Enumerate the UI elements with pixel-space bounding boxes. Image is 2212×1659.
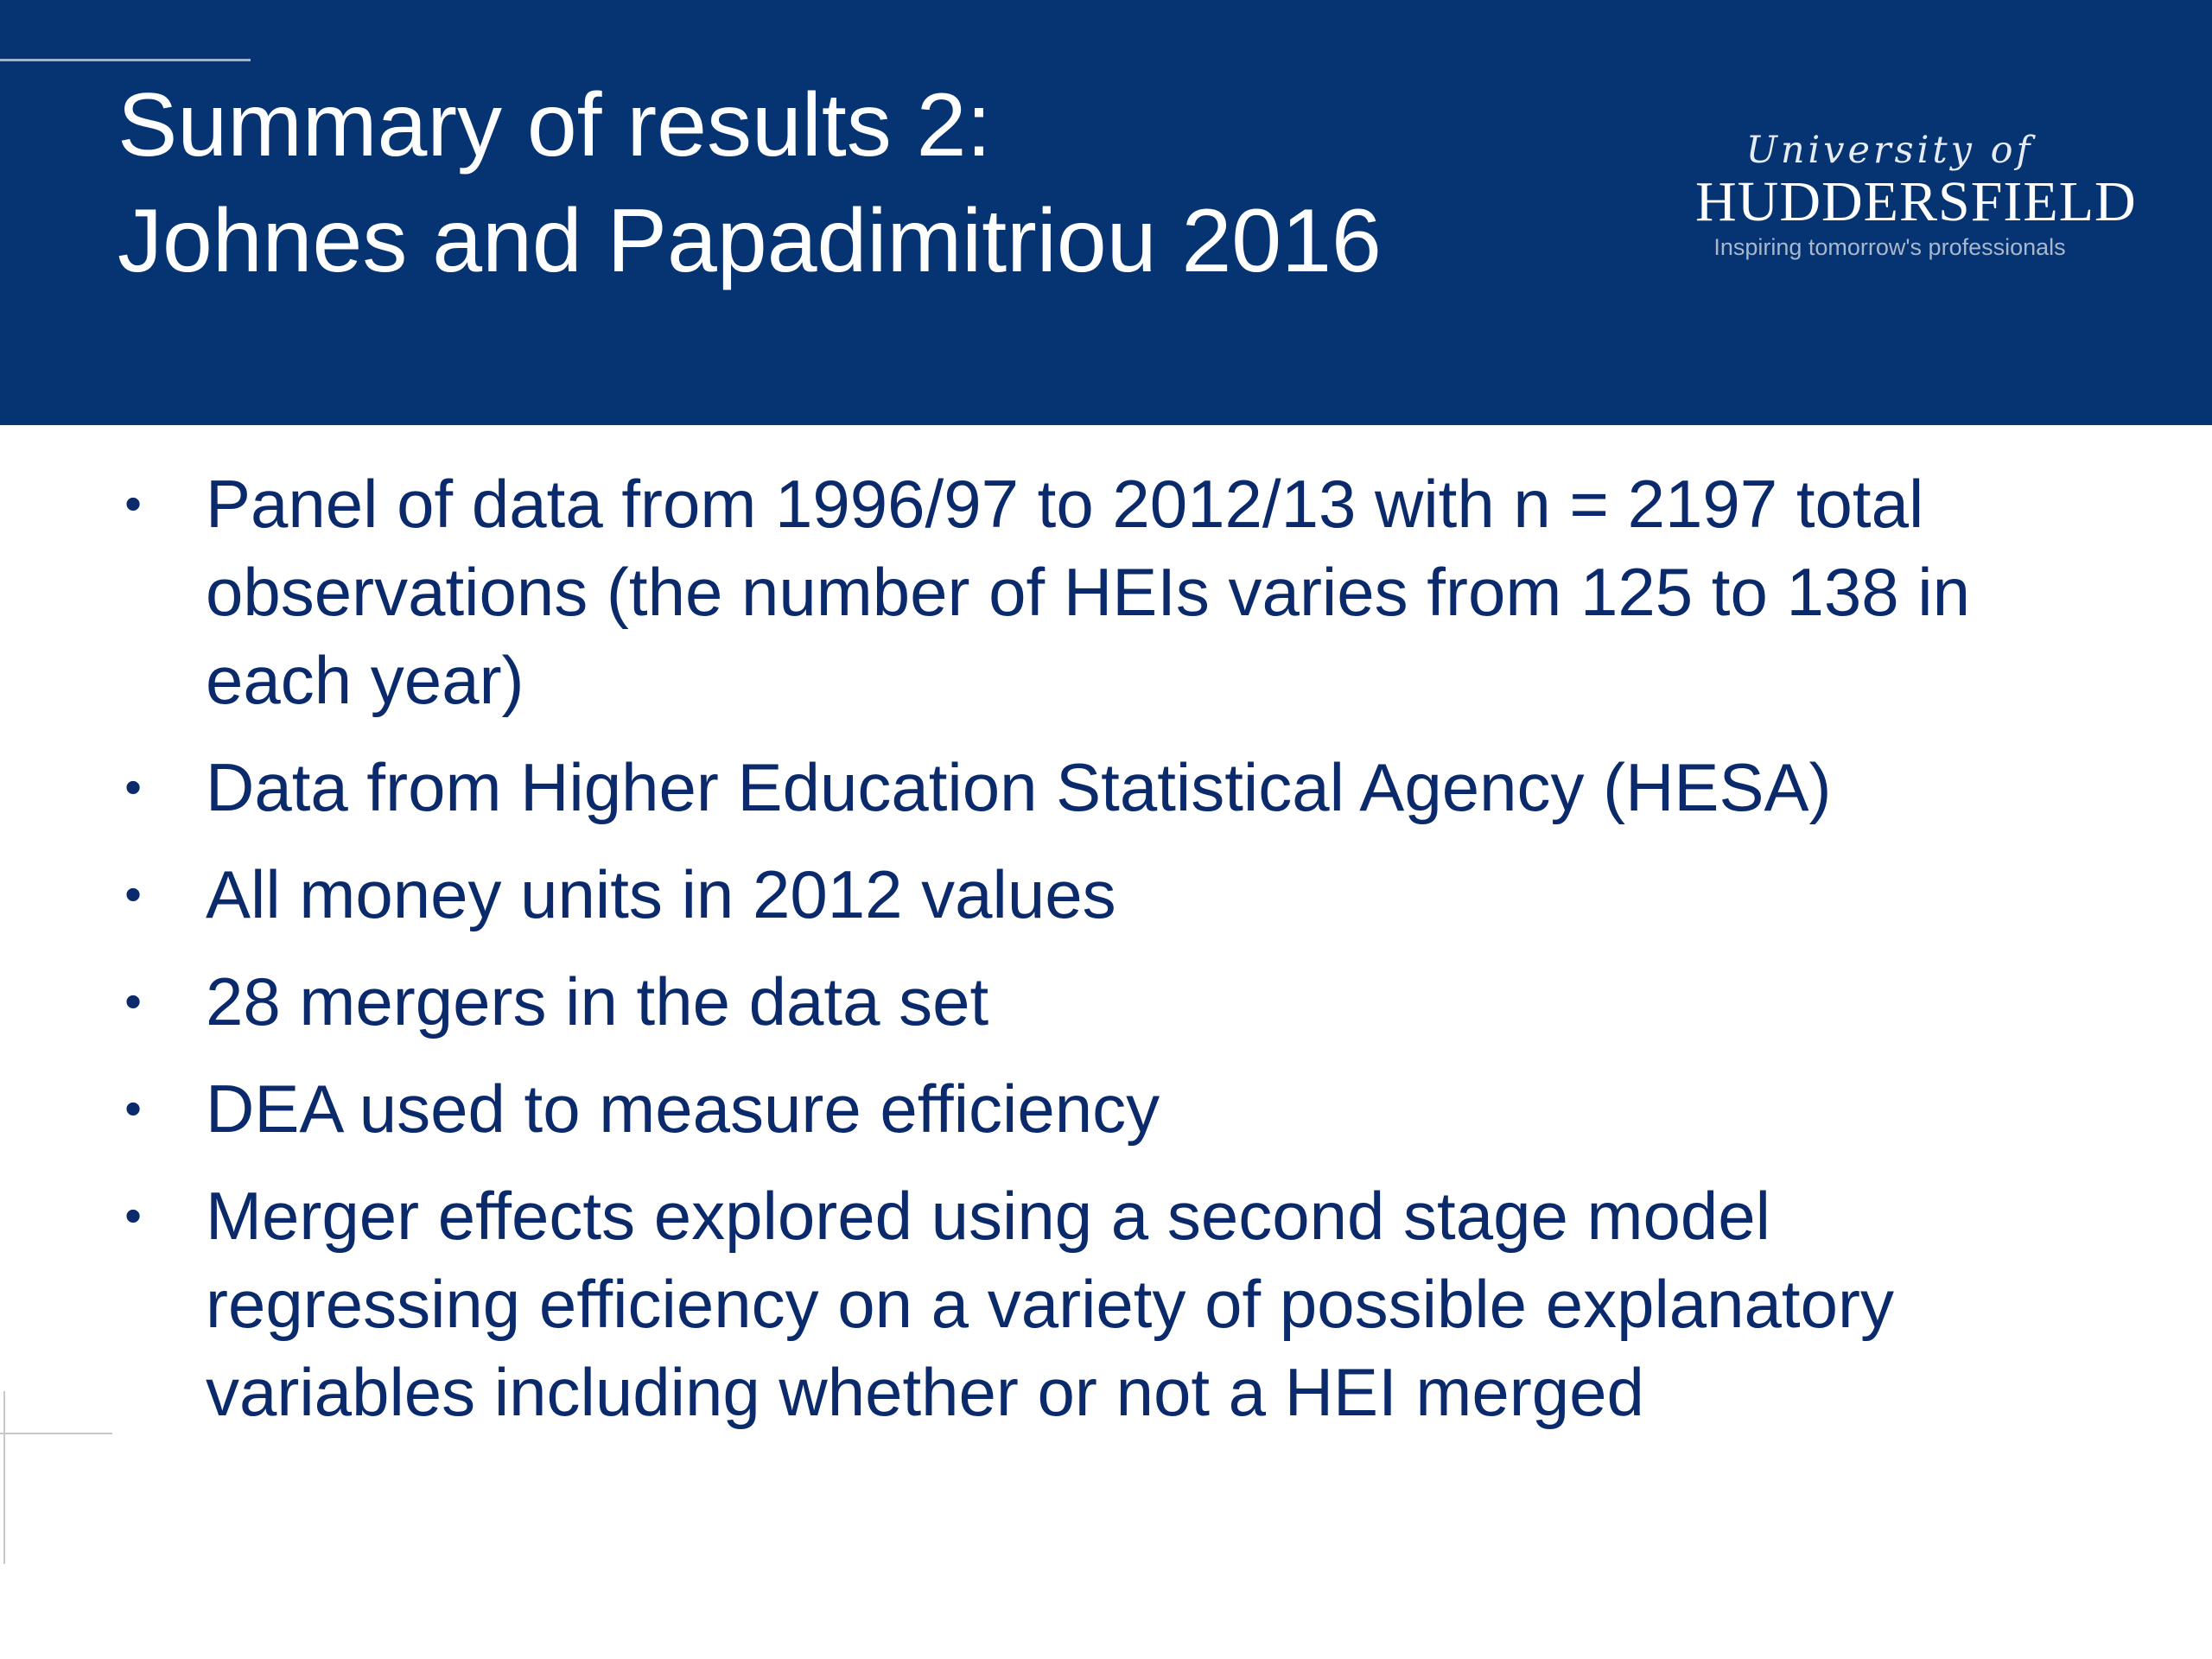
bullet-dot-icon: •	[124, 867, 142, 921]
bullet-text: Merger effects explored using a second stage model regressing efficiency on a variety of possible explanatory variables including whether or not a HEI merged	[206, 1178, 1894, 1430]
bullet-item	[116, 957, 2103, 1046]
bullet-text: All money units in 2012 values	[206, 856, 1116, 932]
bullet-text: 28 mergers in the data set	[206, 963, 989, 1039]
logo-university-of: University of	[1745, 129, 2034, 172]
bullet-dot-icon: •	[124, 1188, 142, 1243]
bullet-item	[116, 850, 2103, 938]
university-logo	[1695, 128, 2137, 263]
bullet-text: DEA used to measure efficiency	[206, 1071, 1160, 1147]
bullet-item	[116, 1172, 2103, 1436]
header-rule	[0, 59, 251, 61]
corner-mark-horizontal	[0, 1433, 112, 1434]
logo-huddersfield: HUDDERSFIELD	[1695, 170, 2137, 233]
logo-tagline: Inspiring tomorrow's professionals	[1713, 234, 2066, 260]
bullet-dot-icon: •	[124, 974, 142, 1028]
bullet-dot-icon: •	[124, 760, 142, 814]
bullet-dot-icon: •	[124, 476, 142, 531]
bullet-text: Data from Higher Education Statistical Agency (HESA)	[206, 749, 1832, 825]
slide-title-line-1: Summary of results 2:	[118, 75, 992, 175]
slide-title	[118, 67, 1382, 299]
bullet-item	[116, 460, 2103, 724]
corner-mark-vertical	[3, 1391, 5, 1564]
header-banner	[0, 0, 2212, 425]
bullet-item	[116, 1065, 2103, 1153]
bullet-item	[116, 743, 2103, 831]
bullet-text: Panel of data from 1996/97 to 2012/13 with n = 2197 total observations (the number of HEIs varies from 125 to 138 in each year)	[206, 466, 1971, 718]
bullet-dot-icon: •	[124, 1081, 142, 1135]
slide-title-line-2: Johnes and Papadimitriou 2016	[118, 191, 1382, 291]
bullet-list	[116, 460, 2103, 1455]
